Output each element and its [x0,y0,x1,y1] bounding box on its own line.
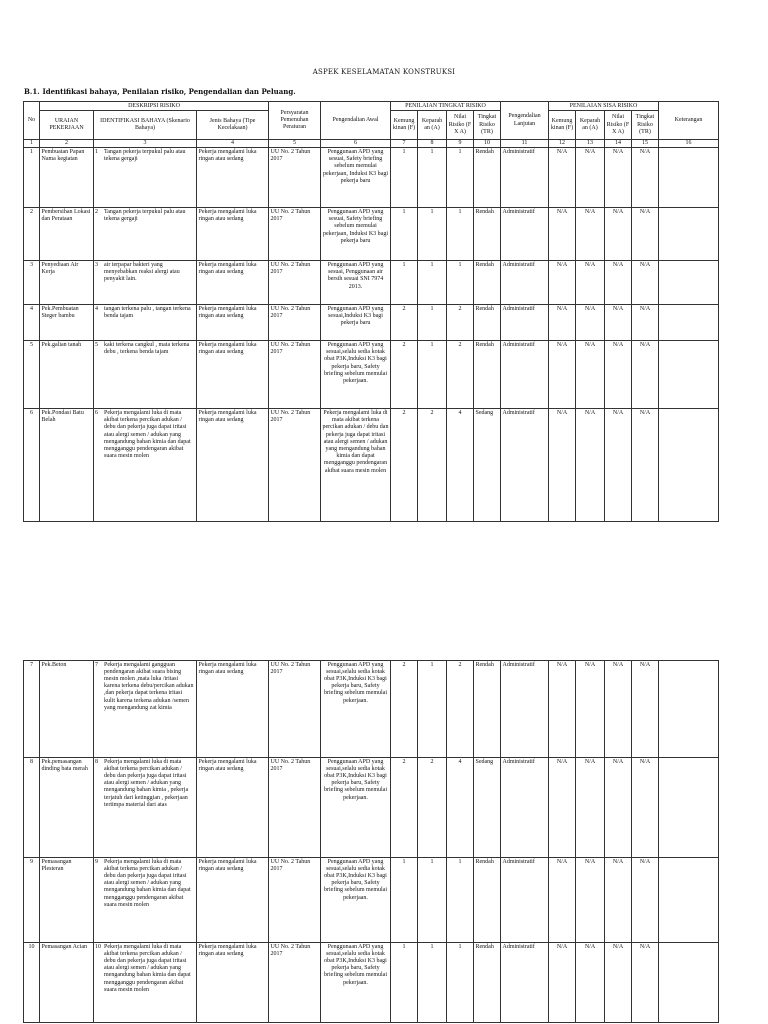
keparahan-sisa-cell: N/A [576,858,605,943]
column-number: 15 [632,140,659,148]
nilai-risiko-cell: 1 [447,208,474,261]
keterangan-cell [659,943,719,1023]
tingkat-risiko-cell: Rendah [474,208,501,261]
pengendalian-awal-cell: Penggunaan APD yang sesuai,selalu sedia kotak obat P3K,Induksi K3 bagi pekerja baru, Safety briefing sebelum memulai pekerjaan. [321,341,391,409]
uraian-pekerjaan-cell: Penyediaan Air Kerja [40,261,94,305]
uraian-pekerjaan-cell: Pek.Beton [40,661,94,758]
uraian-pekerjaan-cell: Pek.galian tanah [40,341,94,409]
uraian-pekerjaan-cell: Pemasangan Plesteran [40,858,94,943]
header-pengendalian-lanjutan: Pengendalian Lanjutan [501,102,549,140]
identifikasi-bahaya-cell [94,148,197,208]
kemungkinan-cell: 1 [391,148,418,208]
hazard-text: Pekerja mengalami gangguan pendengaran akibat suara bising mesin molen ,mata luka /iritasi karena terkena debu/percikan adukan ,dan pekerja dapat terkena iritasi kulit karena terkena adukan /semen yang mengandung zat kimia [104,661,194,711]
kemungkinan-sisa-cell: N/A [549,261,576,305]
keparahan-cell: 1 [418,661,447,758]
jenis-bahaya-cell: Pekerja mengalami luka ringan atau sedang [197,858,269,943]
keterangan-cell [659,305,719,341]
tingkat-risiko-cell: Rendah [474,661,501,758]
identifikasi-bahaya-cell [94,341,197,409]
section-subtitle-text: Identifikasi bahaya, Penilaian risiko, Pengendalian dan Peluang. [42,87,296,96]
hazard-text: Tangan pekerja terpukul palu atau tekena gergaji [104,148,186,163]
kemungkinan-cell: 2 [391,758,418,858]
keterangan-cell [659,208,719,261]
tingkat-risiko-sisa-cell: N/A [632,943,659,1023]
column-number-row [24,140,719,148]
table-row [24,148,719,208]
header-kemungkinan: Kemung kinan (F) [391,111,418,140]
hazard-number: 8 [95,758,98,765]
kemungkinan-cell: 1 [391,261,418,305]
pengendalian-awal-cell: Penggunaan APD yang sesuai,selalu sedia kotak obat P3K,Induksi K3 bagi pekerja baru, Safety briefing sebelum memulai pekerjaan. [321,943,391,1023]
column-number: 14 [605,140,632,148]
keterangan-cell [659,148,719,208]
hazard-number: 1 [95,148,98,155]
uraian-pekerjaan-cell: Pemasangan Acian [40,943,94,1023]
kemungkinan-sisa-cell: N/A [549,208,576,261]
jenis-bahaya-cell: Pekerja mengalami luka ringan atau sedang [197,208,269,261]
hazard-number: 7 [95,661,98,668]
row-number: 2 [24,208,40,261]
jenis-bahaya-cell: Pekerja mengalami luka ringan atau sedang [197,341,269,409]
nilai-risiko-cell: 4 [447,409,474,522]
persyaratan-cell: UU No. 2 Tahun 2017 [269,661,321,758]
column-number: 12 [549,140,576,148]
row-number: 5 [24,341,40,409]
hazard-number: 10 [95,943,101,950]
tingkat-risiko-sisa-cell: N/A [632,305,659,341]
pengendalian-awal-cell: Penggunaan APD yang sesuai,selalu sedia kotak obat P3K,Induksi K3 bagi pekerja baru, Safety briefing sebelum memulai pekerjaan. [321,661,391,758]
header-persyaratan: Persyaratan Pemenuhan Peraturan [269,102,321,140]
nilai-risiko-cell: 1 [447,943,474,1023]
pengendalian-awal-cell: Pekerja mengalami luka di mata akibat terkena percikan adukan / debu dan pekerja juga dapat iritasi atau alergi semen / adukan yang mengandung bahan kimia dan dapat mengganggu pendengaran akibat suara mesin molen [321,409,391,522]
kemungkinan-cell: 1 [391,858,418,943]
column-number: 3 [94,140,197,148]
header-keparahan: Keparah an (A) [418,111,447,140]
nilai-risiko-sisa-cell: N/A [605,208,632,261]
jenis-bahaya-cell: Pekerja mengalami luka ringan atau sedang [197,409,269,522]
identifikasi-bahaya-cell [94,261,197,305]
nilai-risiko-sisa-cell: N/A [605,758,632,858]
header-no: No [24,102,40,140]
header-uraian: URAIAN PEKERJAAN [40,111,94,140]
section-number: B.1. [24,87,40,96]
table-row [24,341,719,409]
header-keterangan: Keterangan [659,102,719,140]
kemungkinan-sisa-cell: N/A [549,661,576,758]
nilai-risiko-cell: 2 [447,661,474,758]
header-nilai-risiko: Nilai Risiko (F X A) [447,111,474,140]
keparahan-sisa-cell: N/A [576,148,605,208]
pengendalian-lanjutan-cell: Administratif [501,261,549,305]
keparahan-cell: 1 [418,148,447,208]
risk-table-part-2 [23,660,719,1023]
page-title: ASPEK KESELAMATAN KONSTRUKSI [312,68,456,76]
keparahan-cell: 1 [418,943,447,1023]
table-row [24,943,719,1023]
table-body-part-2 [24,661,719,1023]
tingkat-risiko-cell: Rendah [474,148,501,208]
pengendalian-awal-cell: Penggunaan APD yang sesuai,selalu sedia kotak obat P3K,Induksi K3 bagi pekerja baru, Safety briefing sebelum memulai pekerjaan. [321,858,391,943]
keparahan-sisa-cell: N/A [576,208,605,261]
jenis-bahaya-cell: Pekerja mengalami luka ringan atau sedang [197,661,269,758]
keparahan-cell: 1 [418,261,447,305]
hazard-text: kaki terkena cangkul , mata terkena debu , terkena benda tajam [104,341,190,356]
hazard-text: air terpapar bakteri yang menyebabkan reaksi alergi atau penyakit lain. [104,261,180,283]
keterangan-cell [659,341,719,409]
pengendalian-awal-cell: Penggunaan APD yang sesuai, Safety briefing sebelum memulai pekerjaan, Induksi K3 bagi pekerja baru [321,208,391,261]
uraian-pekerjaan-cell: Pek.Pondasi Batu Belah [40,409,94,522]
hazard-text: Pekerja mengalami luka di mata akibat terkena percikan adukan / debu dan pekerja juga dapat iritasi atau alergi semen / adukan yang mengandung bahan kimia dan dapat mengganggu pendengaran akibat suara mesin molen [104,943,191,993]
row-number: 8 [24,758,40,858]
keparahan-cell: 1 [418,208,447,261]
hazard-number: 3 [95,261,98,268]
keparahan-cell: 1 [418,858,447,943]
tingkat-risiko-cell: Sedang [474,758,501,858]
keparahan-sisa-cell: N/A [576,661,605,758]
tingkat-risiko-cell: Rendah [474,341,501,409]
jenis-bahaya-cell: Pekerja mengalami luka ringan atau sedang [197,261,269,305]
pengendalian-lanjutan-cell: Administratif [501,208,549,261]
nilai-risiko-cell: 1 [447,261,474,305]
keparahan-cell: 2 [418,758,447,858]
keterangan-cell [659,409,719,522]
keparahan-cell: 2 [418,409,447,522]
table-row [24,208,719,261]
keparahan-sisa-cell: N/A [576,943,605,1023]
tingkat-risiko-cell: Sedang [474,409,501,522]
hazard-number: 6 [95,409,98,416]
kemungkinan-cell: 2 [391,341,418,409]
column-number: 8 [418,140,447,148]
column-number: 13 [576,140,605,148]
column-number: 6 [321,140,391,148]
nilai-risiko-cell: 2 [447,341,474,409]
header-tingkat-risiko-sisa: Tingkat Risiko (TR) [632,111,659,140]
nilai-risiko-sisa-cell: N/A [605,261,632,305]
row-number: 9 [24,858,40,943]
nilai-risiko-sisa-cell: N/A [605,341,632,409]
identifikasi-bahaya-cell [94,943,197,1023]
keparahan-sisa-cell: N/A [576,261,605,305]
header-pengendalian-awal: Pengendalian Awal [321,102,391,140]
row-number: 10 [24,943,40,1023]
jenis-bahaya-cell: Pekerja mengalami luka ringan atau sedang [197,305,269,341]
tingkat-risiko-cell: Rendah [474,858,501,943]
pengendalian-lanjutan-cell: Administratif [501,148,549,208]
tingkat-risiko-sisa-cell: N/A [632,261,659,305]
nilai-risiko-cell: 2 [447,305,474,341]
nilai-risiko-sisa-cell: N/A [605,409,632,522]
header-jenis-bahaya: Jenis Bahaya (Tipe Kecelakaan) [197,111,269,140]
hazard-text: Tangan pekerja terpukul palu atau tekena gergaji [104,208,186,223]
row-number: 6 [24,409,40,522]
kemungkinan-sisa-cell: N/A [549,758,576,858]
tingkat-risiko-cell: Rendah [474,305,501,341]
tingkat-risiko-sisa-cell: N/A [632,341,659,409]
uraian-pekerjaan-cell: Pembuatan Papan Nama kegiatan [40,148,94,208]
identifikasi-bahaya-cell [94,409,197,522]
identifikasi-bahaya-cell [94,758,197,858]
jenis-bahaya-cell: Pekerja mengalami luka ringan atau sedang [197,148,269,208]
identifikasi-bahaya-cell [94,208,197,261]
nilai-risiko-cell: 1 [447,148,474,208]
keparahan-cell: 1 [418,341,447,409]
hazard-number: 9 [95,858,98,865]
kemungkinan-cell: 1 [391,208,418,261]
nilai-risiko-sisa-cell: N/A [605,943,632,1023]
tingkat-risiko-sisa-cell: N/A [632,208,659,261]
identifikasi-bahaya-cell [94,858,197,943]
column-number: 7 [391,140,418,148]
header-identifikasi: IDENTIFIKASI BAHAYA (Skenario Bahaya) [94,111,197,140]
tingkat-risiko-cell: Rendah [474,261,501,305]
keterangan-cell [659,758,719,858]
kemungkinan-sisa-cell: N/A [549,943,576,1023]
kemungkinan-sisa-cell: N/A [549,148,576,208]
hazard-text: Pekerja mengalami luka di mata akibat terkena percikan adukan / debu dan pekerja juga dapat iritasi atau alergi semen / adukan yang mengandung bahan kimia dan dapat mengganggu pendengaran akibat suara mesin molen [104,858,191,908]
nilai-risiko-sisa-cell: N/A [605,305,632,341]
hazard-text: tangan terkena palu , tangan terkena benda tajam [104,305,191,320]
header-penilaian-tingkat-risiko: PENILAIAN TINGKAT RISIKO [391,102,501,111]
header-deskripsi-risiko: DESKRIPSI RISIKO [40,102,269,111]
tingkat-risiko-sisa-cell: N/A [632,661,659,758]
tingkat-risiko-cell: Rendah [474,943,501,1023]
risk-table-part-1 [23,101,719,522]
header-penilaian-sisa-risiko: PENILAIAN SISA RISIKO [549,102,659,111]
hazard-number: 2 [95,208,98,215]
pengendalian-lanjutan-cell: Administratif [501,341,549,409]
header-tingkat-risiko: Tingkat Risiko (TR) [474,111,501,140]
kemungkinan-cell: 2 [391,409,418,522]
nilai-risiko-sisa-cell: N/A [605,661,632,758]
kemungkinan-sisa-cell: N/A [549,341,576,409]
pengendalian-lanjutan-cell: Administratif [501,409,549,522]
pengendalian-awal-cell: Penggunaan APD yang sesuai, Safety briefing sebelum memulai pekerjaan, Induksi K3 bagi pekerja baru [321,148,391,208]
header-keparahan-sisa: Keparah an (A) [576,111,605,140]
table-row [24,858,719,943]
column-number: 1 [24,140,40,148]
persyaratan-cell: UU No. 2 Tahun 2017 [269,943,321,1023]
tingkat-risiko-sisa-cell: N/A [632,148,659,208]
row-number: 1 [24,148,40,208]
column-number: 2 [40,140,94,148]
kemungkinan-cell: 1 [391,943,418,1023]
row-number: 7 [24,661,40,758]
nilai-risiko-cell: 4 [447,758,474,858]
persyaratan-cell: UU No. 2 Tahun 2017 [269,409,321,522]
keterangan-cell [659,661,719,758]
column-number: 4 [197,140,269,148]
pengendalian-awal-cell: Penggunaan APD yang sesuai,selalu sedia kotak obat P3K,Induksi K3 bagi pekerja baru, Safety briefing sebelum memulai pekerjaan. [321,758,391,858]
persyaratan-cell: UU No. 2 Tahun 2017 [269,148,321,208]
tingkat-risiko-sisa-cell: N/A [632,758,659,858]
table-row [24,661,719,758]
pengendalian-awal-cell: Penggunaan APD yang sesuai, Penggunaan air bersih sesuai SNI 7974 2013. [321,261,391,305]
hazard-text: Pekerja mengalami luka di mata akibat terkena percikan adukan / debu dan pekerja juga dapat iritasi atau alergi semen / adukan yang mengandung bahan kimia dan dapat mengganggu pendengaran akibat suara mesin molen [104,409,191,460]
pengendalian-lanjutan-cell: Administratif [501,758,549,858]
pengendalian-lanjutan-cell: Administratif [501,305,549,341]
kemungkinan-cell: 2 [391,305,418,341]
nilai-risiko-sisa-cell: N/A [605,858,632,943]
column-number: 9 [447,140,474,148]
tingkat-risiko-sisa-cell: N/A [632,409,659,522]
jenis-bahaya-cell: Pekerja mengalami luka ringan atau sedang [197,758,269,858]
row-number: 4 [24,305,40,341]
keterangan-cell [659,858,719,943]
column-number: 11 [501,140,549,148]
kemungkinan-cell: 2 [391,661,418,758]
keparahan-sisa-cell: N/A [576,758,605,858]
identifikasi-bahaya-cell [94,305,197,341]
table-row [24,758,719,858]
uraian-pekerjaan-cell: Pek.Pembuatan Steger bambu [40,305,94,341]
keparahan-sisa-cell: N/A [576,341,605,409]
persyaratan-cell: UU No. 2 Tahun 2017 [269,858,321,943]
keparahan-cell: 1 [418,305,447,341]
uraian-pekerjaan-cell: Pembersihan Lokasi dan Perataan [40,208,94,261]
pengendalian-awal-cell: Penggunaan APD yang sesuai,Induksi K3 bagi pekerja baru [321,305,391,341]
table-row [24,261,719,305]
kemungkinan-sisa-cell: N/A [549,305,576,341]
pengendalian-lanjutan-cell: Administratif [501,943,549,1023]
section-subtitle [24,87,296,96]
kemungkinan-sisa-cell: N/A [549,858,576,943]
table-row [24,409,719,522]
row-number: 3 [24,261,40,305]
column-number: 16 [659,140,719,148]
persyaratan-cell: UU No. 2 Tahun 2017 [269,341,321,409]
persyaratan-cell: UU No. 2 Tahun 2017 [269,208,321,261]
column-number: 10 [474,140,501,148]
header-kemungkinan-sisa: Kemung kinan (F) [549,111,576,140]
pengendalian-lanjutan-cell: Administratif [501,661,549,758]
uraian-pekerjaan-cell: Pek.pemasangan dinding bata merah [40,758,94,858]
column-number: 5 [269,140,321,148]
nilai-risiko-sisa-cell: N/A [605,148,632,208]
persyaratan-cell: UU No. 2 Tahun 2017 [269,758,321,858]
table-row [24,305,719,341]
identifikasi-bahaya-cell [94,661,197,758]
hazard-text: Pekerja mengalami luka di mata akibat terkena percikan adukan / debu dan pekerja juga dapat iritasi atau alergi semen / adukan yang mengandung bahan kimia , pekerja terjatuh dari ketinggian , pekerjaan tertimpa material dari atas [104,758,189,808]
keparahan-sisa-cell: N/A [576,409,605,522]
header-nilai-risiko-sisa: Nilai Risiko (F X A) [605,111,632,140]
persyaratan-cell: UU No. 2 Tahun 2017 [269,261,321,305]
keterangan-cell [659,261,719,305]
persyaratan-cell: UU No. 2 Tahun 2017 [269,305,321,341]
pengendalian-lanjutan-cell: Administratif [501,858,549,943]
kemungkinan-sisa-cell: N/A [549,409,576,522]
keparahan-sisa-cell: N/A [576,305,605,341]
tingkat-risiko-sisa-cell: N/A [632,858,659,943]
nilai-risiko-cell: 1 [447,858,474,943]
jenis-bahaya-cell: Pekerja mengalami luka ringan atau sedang [197,943,269,1023]
hazard-number: 4 [95,305,98,312]
table-body-part-1 [24,148,719,522]
hazard-number: 5 [95,341,98,348]
